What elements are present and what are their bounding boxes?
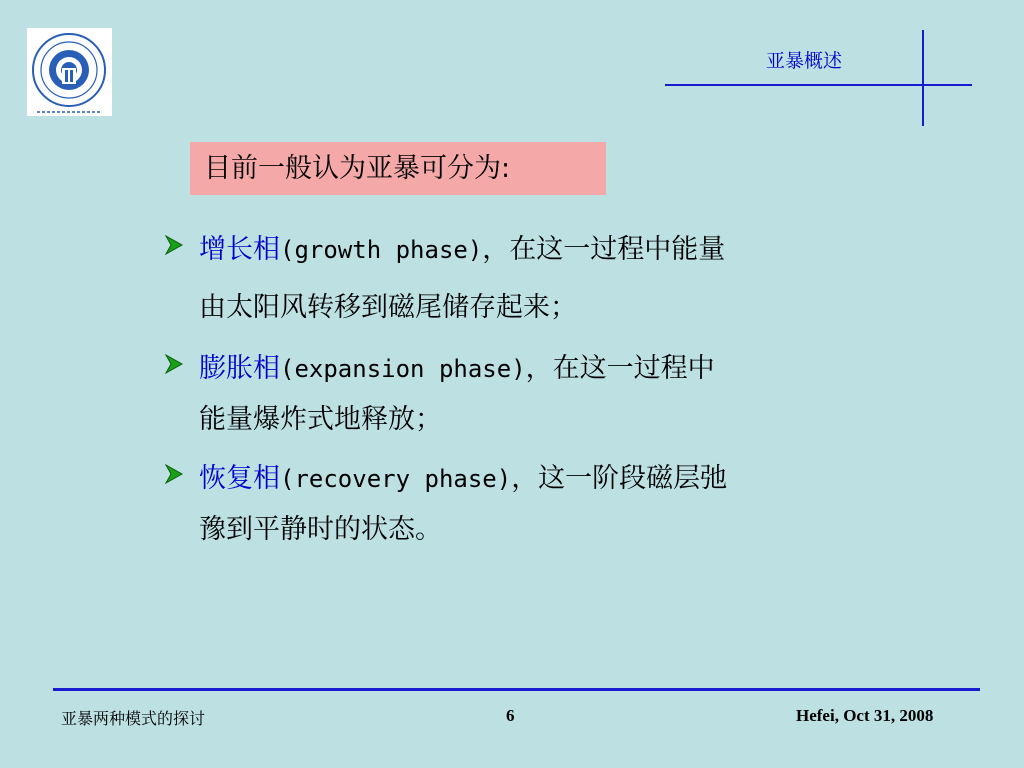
list-item-line-1 [199, 346, 715, 385]
list-item-line-2: 由太阳风转移到磁尾储存起来； [199, 292, 577, 323]
footer-date: Hefei, Oct 31, 2008 [796, 706, 934, 725]
callout-heading: 目前一般认为亚暴可分为: [190, 142, 606, 195]
list-item-line-2: 能量爆炸式地释放； [199, 404, 442, 435]
phase-term: 膨胀相 [199, 353, 280, 384]
phase-description: ，在这一过程中能量 [482, 234, 726, 265]
arrowhead-bullet-icon [163, 234, 185, 256]
phase-term: 恢复相 [199, 463, 280, 494]
phase-english: (growth phase) [280, 236, 483, 264]
list-item-line-1 [199, 456, 727, 495]
header-divider-vertical [922, 30, 924, 126]
arrowhead-bullet-icon [163, 353, 185, 375]
footer-divider [53, 688, 980, 691]
list-item-line-2: 豫到平静时的状态。 [199, 514, 442, 545]
phase-term: 增长相 [199, 234, 280, 265]
list-item-line-1 [199, 227, 725, 266]
phase-description: ，这一阶段磁层弛 [511, 463, 728, 494]
arrowhead-bullet-icon [163, 463, 185, 485]
page-number: 6 [506, 706, 515, 725]
phase-english: (expansion phase) [280, 355, 526, 383]
university-logo [27, 28, 112, 116]
footer-title: 亚暴两种模式的探讨 [61, 709, 206, 728]
section-title: 亚暴概述 [766, 50, 843, 72]
header-divider-horizontal [665, 84, 972, 86]
phase-description: ，在这一过程中 [525, 353, 715, 384]
phase-english: (recovery phase) [280, 465, 512, 493]
